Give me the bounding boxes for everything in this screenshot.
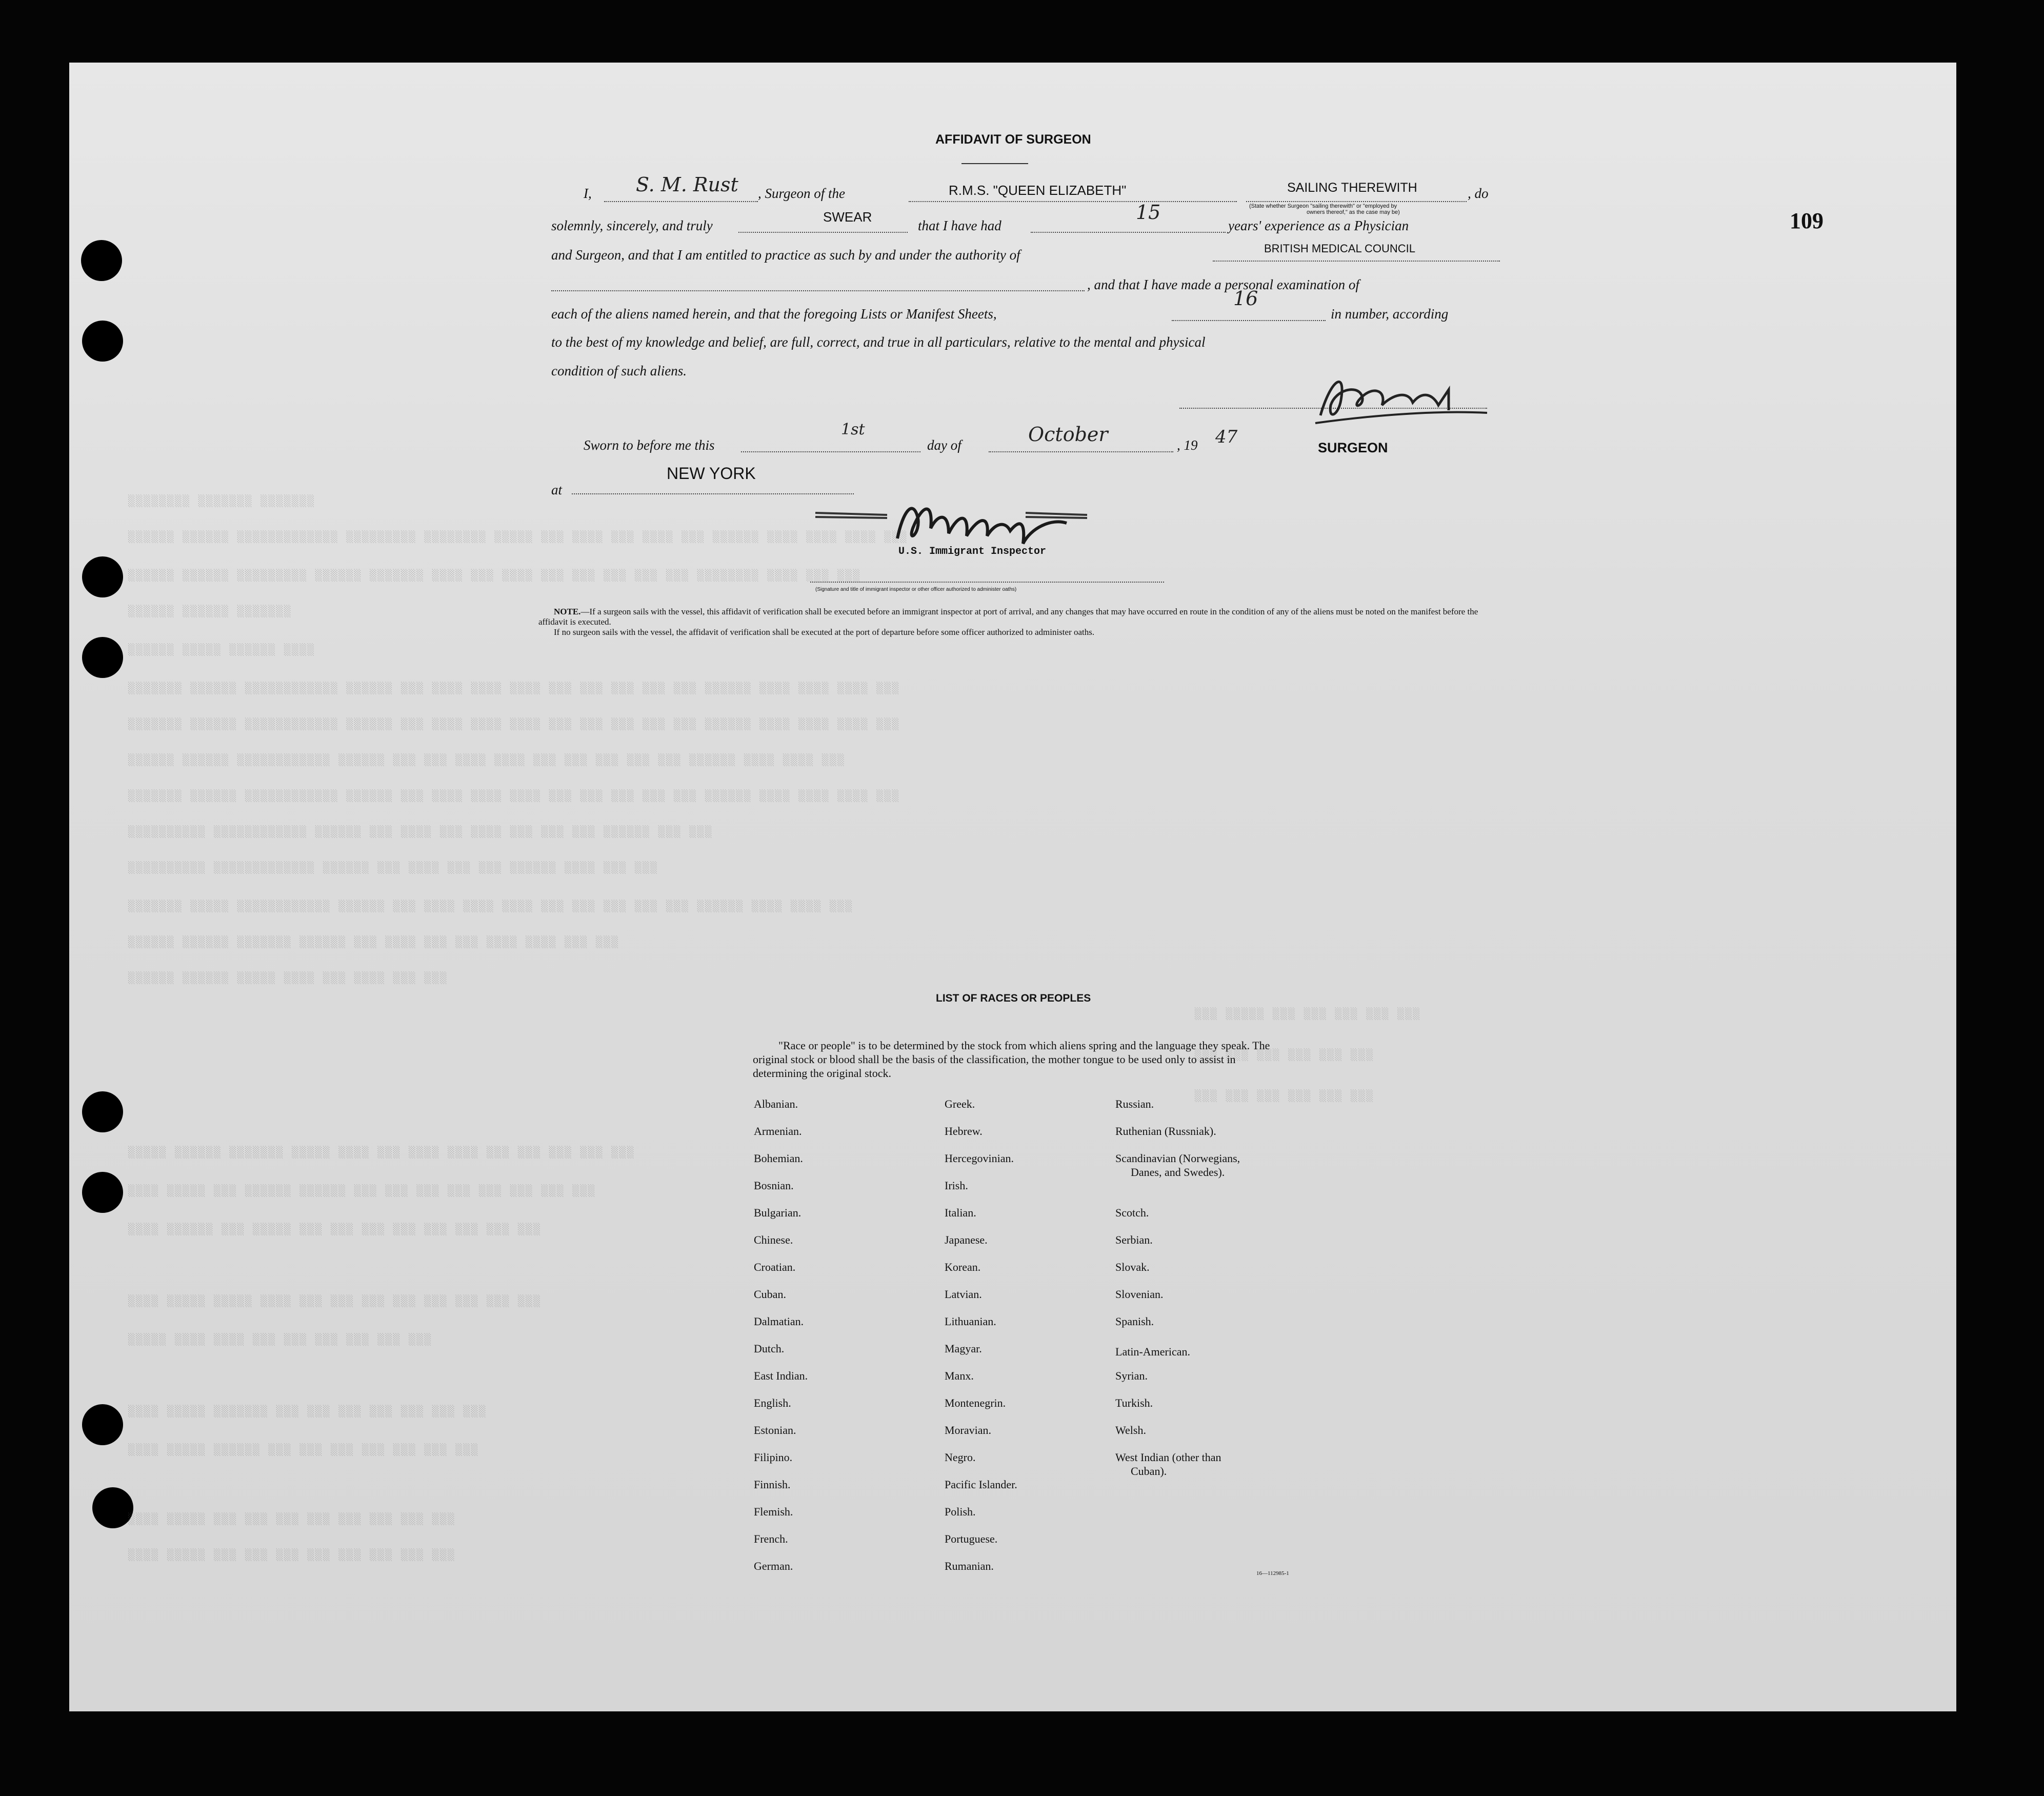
race-item: Moravian. bbox=[945, 1424, 992, 1436]
experience-text: years' experience as a Physician bbox=[1228, 218, 1409, 233]
race-item: Finnish. bbox=[754, 1478, 791, 1491]
sworn-text: Sworn to before me this bbox=[584, 437, 715, 453]
sailing-note-2: owners thereof," as the case may be) bbox=[1307, 209, 1400, 215]
race-item: Pacific Islander. bbox=[945, 1478, 1017, 1491]
examination-text: , and that I have made a personal examination of bbox=[1087, 277, 1359, 292]
inspector-signature-line bbox=[810, 582, 1164, 583]
sworn-day-blank bbox=[741, 451, 920, 452]
year-prefix: , 19 bbox=[1177, 437, 1198, 453]
aliens-text: each of the aliens named herein, and that the foregoing Lists or Manifest Sheets, bbox=[551, 306, 997, 322]
at-text: at bbox=[551, 482, 563, 497]
race-item: Slovenian. bbox=[1115, 1288, 1164, 1301]
race-item: Irish. bbox=[945, 1179, 968, 1192]
race-item: Ruthenian (Russniak). bbox=[1115, 1125, 1216, 1138]
binder-hole bbox=[82, 1091, 123, 1132]
race-item: Manx. bbox=[945, 1369, 974, 1382]
sworn-month-blank bbox=[989, 451, 1173, 452]
binder-hole bbox=[92, 1487, 133, 1528]
years-value: 15 bbox=[1136, 201, 1161, 224]
do-text: , do bbox=[1468, 186, 1489, 201]
sworn-month: October bbox=[1028, 423, 1108, 446]
affidavit-note bbox=[538, 607, 1502, 637]
location: NEW YORK bbox=[667, 464, 756, 483]
binder-hole bbox=[81, 240, 122, 281]
race-item: Hercegovinian. bbox=[945, 1152, 1014, 1165]
binder-hole bbox=[82, 1404, 123, 1445]
race-item: Bosnian. bbox=[754, 1179, 794, 1192]
race-item: Serbian. bbox=[1115, 1233, 1153, 1246]
oath-blank bbox=[738, 232, 908, 233]
race-item: Albanian. bbox=[754, 1097, 798, 1110]
race-item: Cuban). bbox=[1131, 1465, 1167, 1478]
number-text: in number, according bbox=[1331, 306, 1449, 322]
binder-hole bbox=[82, 637, 123, 678]
race-item: Negro. bbox=[945, 1451, 976, 1464]
binder-hole bbox=[82, 1172, 123, 1213]
solemnly-text: solemnly, sincerely, and truly bbox=[551, 218, 713, 233]
title-underline bbox=[961, 163, 1028, 164]
sheets-blank bbox=[1172, 320, 1326, 321]
sworn-year: 47 bbox=[1215, 427, 1238, 447]
note-text-1: —If a surgeon sails with the vessel, this affidavit of verification shall be executed before an immigrant inspector at port of arrival, and any changes that may have occurred en route in the condition of any of the aliens must be noted on the manifest before the affidavit is executed. bbox=[538, 607, 1478, 627]
race-item: Slovak. bbox=[1115, 1261, 1150, 1273]
form-number: 16—112985-1 bbox=[1256, 1570, 1289, 1577]
race-item: Korean. bbox=[945, 1261, 981, 1273]
race-item: Polish. bbox=[945, 1505, 976, 1518]
race-item: Estonian. bbox=[754, 1424, 796, 1436]
race-item: Spanish. bbox=[1115, 1315, 1154, 1328]
have-had-text: that I have had bbox=[918, 218, 1001, 233]
race-item: Scotch. bbox=[1115, 1206, 1149, 1219]
race-item: Welsh. bbox=[1115, 1424, 1146, 1436]
race-item: Filipino. bbox=[754, 1451, 793, 1464]
note-text-2: If no surgeon sails with the vessel, the affidavit of verification shall be executed at the port of departure before some officer authorized to administer oaths. bbox=[554, 627, 1095, 637]
condition-text: condition of such aliens. bbox=[551, 363, 687, 378]
races-title: LIST OF RACES OR PEOPLES bbox=[936, 992, 1091, 1004]
race-item: Turkish. bbox=[1115, 1396, 1153, 1409]
race-item: French. bbox=[754, 1532, 788, 1545]
binder-hole bbox=[82, 321, 123, 362]
surgeon-name-blank bbox=[604, 201, 758, 202]
page-number: 109 bbox=[1790, 208, 1823, 233]
oath-type: SWEAR bbox=[823, 209, 872, 225]
race-item: West Indian (other than bbox=[1115, 1451, 1221, 1464]
sheets-value: 16 bbox=[1233, 287, 1258, 310]
race-item: Bulgarian. bbox=[754, 1206, 801, 1219]
race-item: Scandinavian (Norwegians, bbox=[1115, 1152, 1240, 1165]
race-item: Hebrew. bbox=[945, 1125, 983, 1138]
sailing-note-1: (State whether Surgeon "sailing therewith" or "employed by bbox=[1249, 203, 1397, 209]
race-item: Armenian. bbox=[754, 1125, 802, 1138]
race-item: Bohemian. bbox=[754, 1152, 803, 1165]
knowledge-text: to the best of my knowledge and belief, are full, correct, and true in all particulars, relative to the mental and physical bbox=[551, 334, 1206, 350]
race-item: Russian. bbox=[1115, 1097, 1154, 1110]
authority-blank bbox=[1213, 261, 1500, 262]
sailing-status: SAILING THEREWITH bbox=[1287, 181, 1417, 195]
race-item: Italian. bbox=[945, 1206, 976, 1219]
inspector-title: U.S. Immigrant Inspector bbox=[898, 546, 1047, 557]
manifest-page bbox=[69, 63, 1956, 1711]
race-item: Montenegrin. bbox=[945, 1396, 1006, 1409]
sailing-blank bbox=[1246, 201, 1467, 202]
years-blank bbox=[1031, 232, 1226, 233]
race-item: Syrian. bbox=[1115, 1369, 1148, 1382]
race-item: Flemish. bbox=[754, 1505, 793, 1518]
race-item: Cuban. bbox=[754, 1288, 786, 1301]
race-item: Rumanian. bbox=[945, 1560, 994, 1572]
surgeon-signature bbox=[1310, 359, 1495, 431]
race-item: East Indian. bbox=[754, 1369, 808, 1382]
inspector-caption: (Signature and title of immigrant inspector or other officer authorized to administer oaths) bbox=[815, 587, 1017, 592]
surgeon-of-text: , Surgeon of the bbox=[758, 186, 845, 201]
binder-hole bbox=[82, 556, 123, 597]
race-item: Danes, and Swedes). bbox=[1131, 1166, 1225, 1179]
ship-name: R.M.S. "QUEEN ELIZABETH" bbox=[949, 183, 1127, 198]
race-item: Lithuanian. bbox=[945, 1315, 996, 1328]
race-item: English. bbox=[754, 1396, 791, 1409]
note-label: NOTE. bbox=[554, 607, 581, 616]
i-label: I, bbox=[584, 186, 592, 201]
sworn-day: 1st bbox=[841, 421, 865, 438]
race-item: Portuguese. bbox=[945, 1532, 998, 1545]
race-item: Latvian. bbox=[945, 1288, 982, 1301]
authority-continued-blank bbox=[551, 290, 1085, 291]
surgeon-label: SURGEON bbox=[1318, 440, 1388, 455]
race-item: Magyar. bbox=[945, 1342, 982, 1355]
race-item: German. bbox=[754, 1560, 793, 1572]
affidavit-title: AFFIDAVIT OF SURGEON bbox=[935, 132, 1091, 147]
day-of-text: day of bbox=[927, 437, 961, 453]
race-item: Croatian. bbox=[754, 1261, 796, 1273]
race-item: Dalmatian. bbox=[754, 1315, 804, 1328]
ship-blank bbox=[909, 201, 1237, 202]
entitled-text: and Surgeon, and that I am entitled to practice as such by and under the authority of bbox=[551, 247, 1020, 263]
authority: BRITISH MEDICAL COUNCIL bbox=[1264, 242, 1416, 255]
races-intro: "Race or people" is to be determined by the stock from which aliens spring and the language they speak. The original stock or blood shall be the basis of the classification, the mother tongue to be used only to assist in determining the original stock. bbox=[753, 1039, 1270, 1080]
race-item: Latin-American. bbox=[1115, 1345, 1190, 1358]
race-item: Dutch. bbox=[754, 1342, 785, 1355]
surgeon-name: S. M. Rust bbox=[636, 173, 738, 196]
race-item: Greek. bbox=[945, 1097, 975, 1110]
race-item: Chinese. bbox=[754, 1233, 793, 1246]
race-item: Japanese. bbox=[945, 1233, 988, 1246]
